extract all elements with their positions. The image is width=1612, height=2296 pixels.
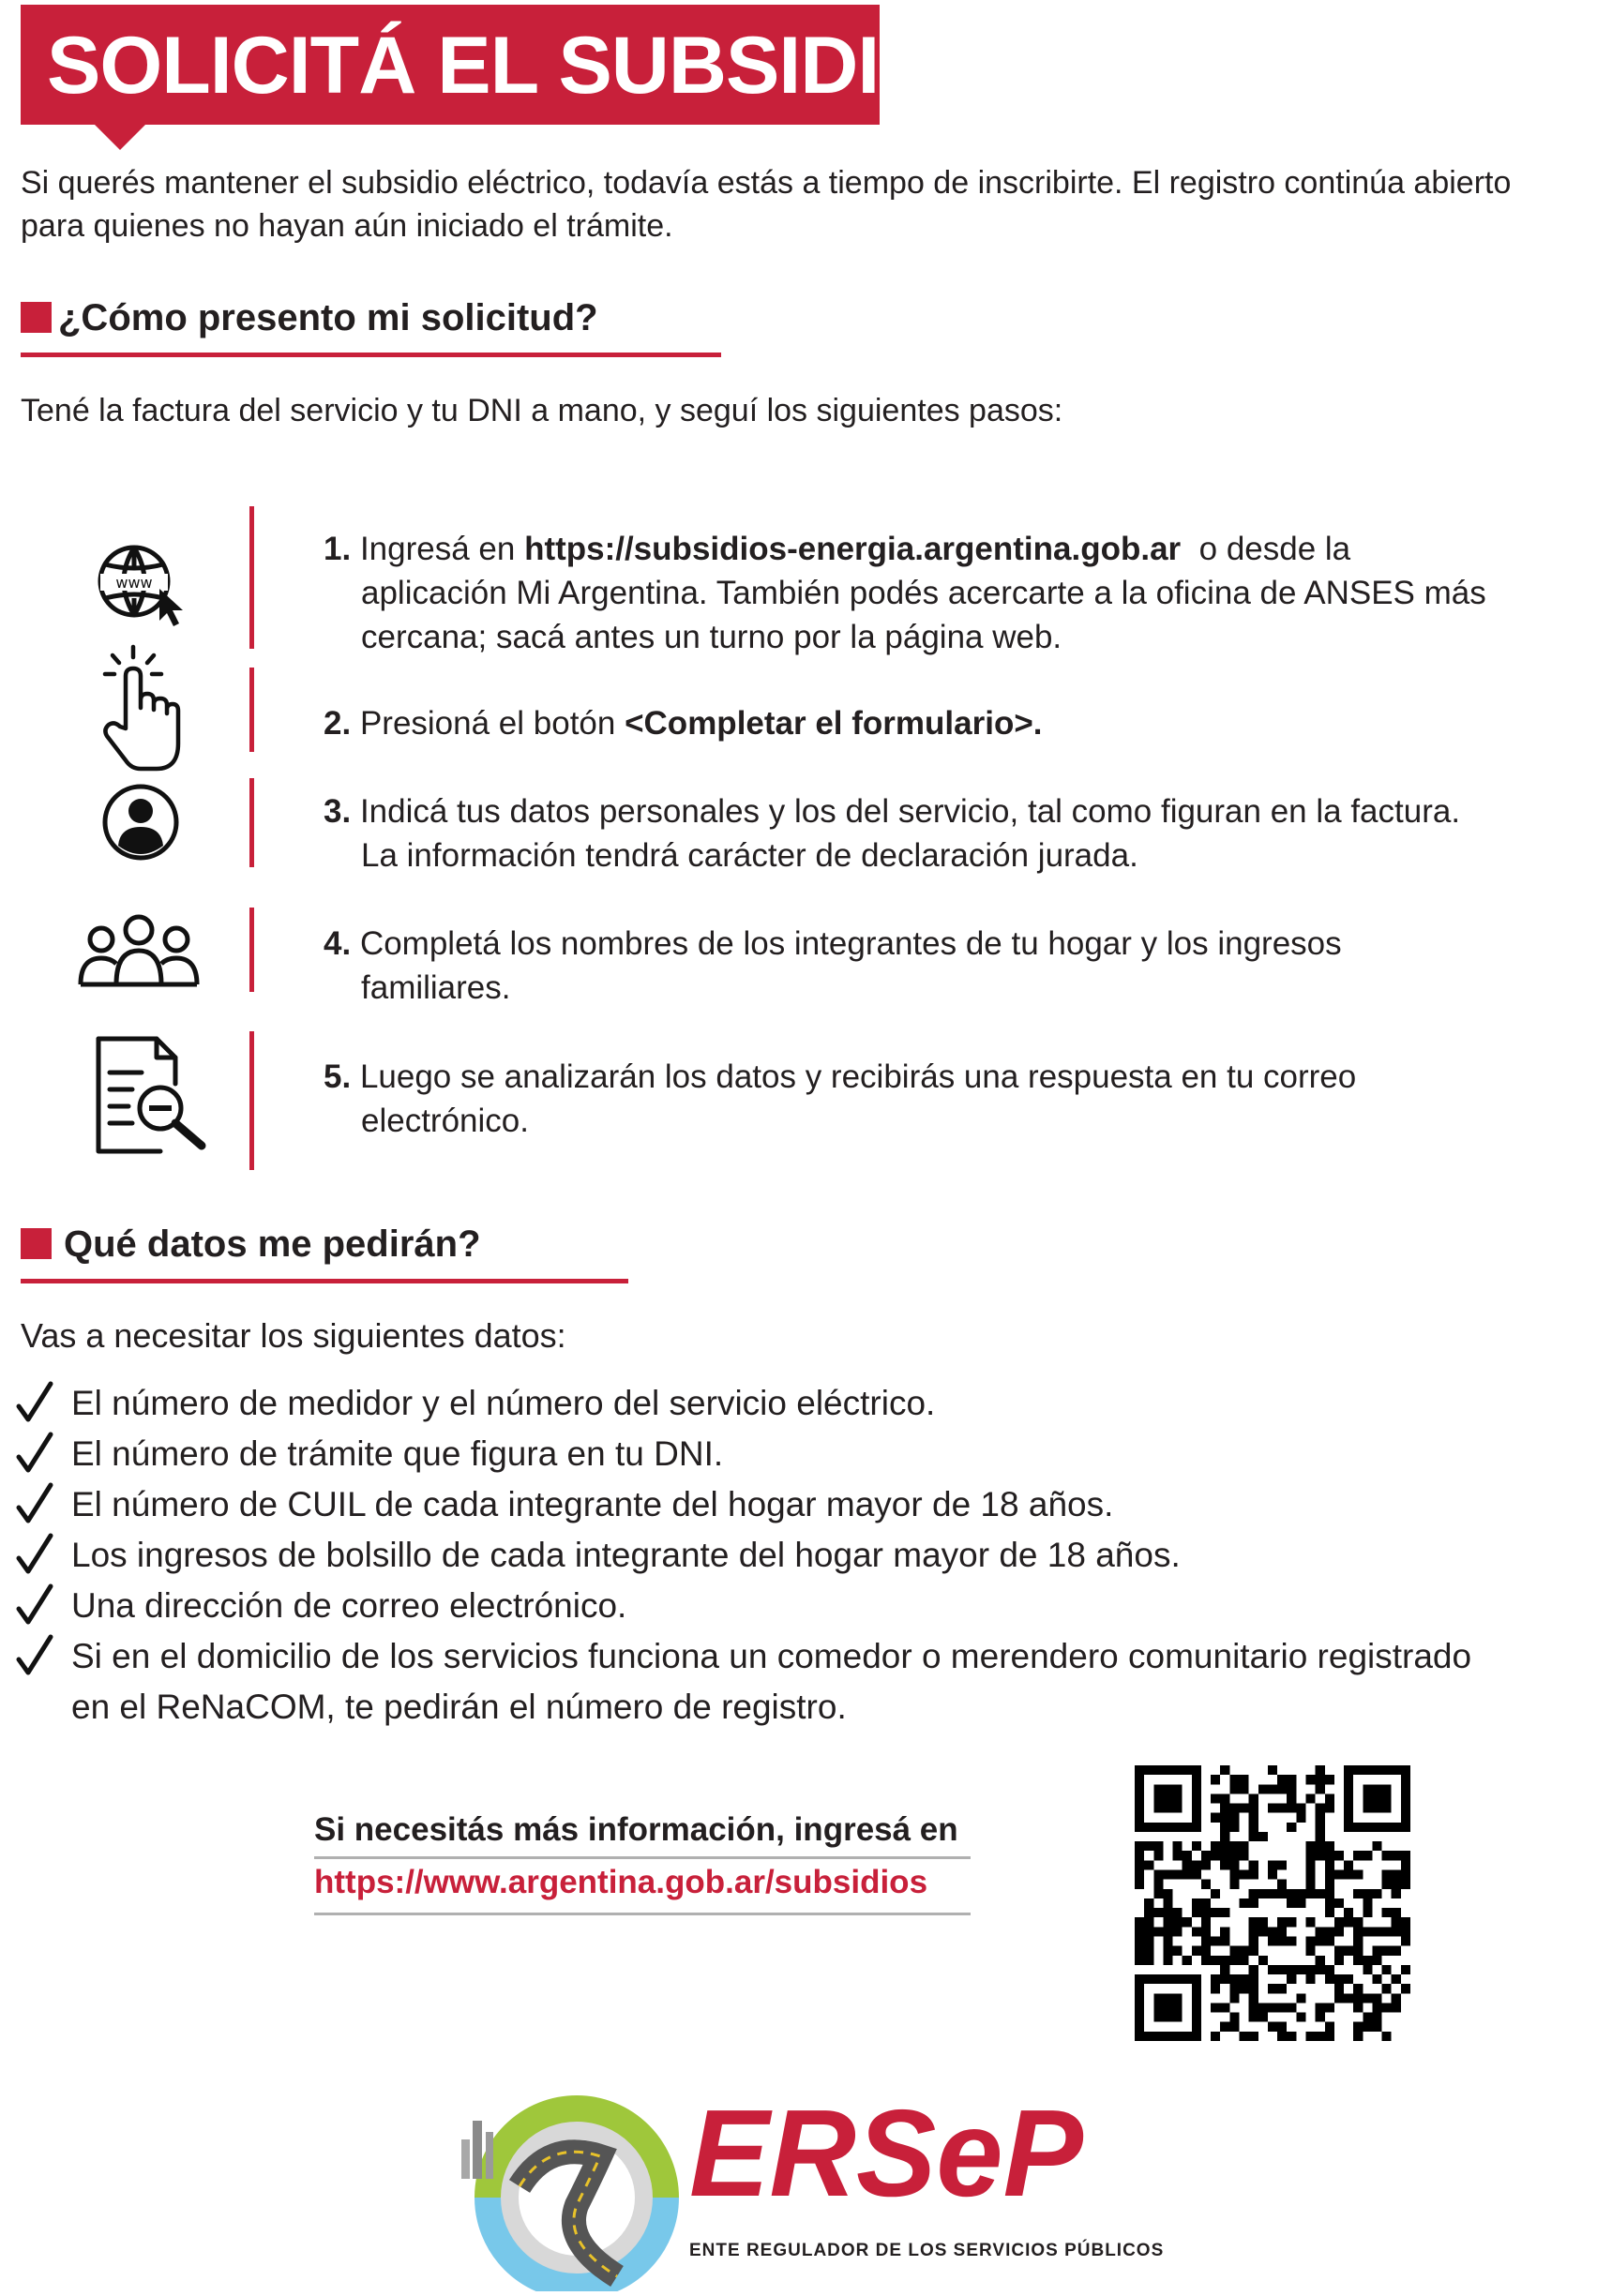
step-number: 3.	[324, 793, 352, 830]
step-text: Ingresá en	[359, 531, 516, 567]
user-circle-icon	[77, 757, 208, 888]
info-divider	[314, 1856, 971, 1859]
section-underline	[21, 353, 721, 357]
step-text: electrónico.	[361, 1103, 529, 1139]
title-banner-pointer	[94, 124, 146, 150]
checkmark-icon	[13, 1378, 71, 1429]
svg-text:www: www	[115, 574, 153, 592]
svg-text:ERSeP: ERSeP	[689, 2091, 1084, 2213]
ersep-logo-wordmark	[689, 2091, 1092, 2213]
step-text: aplicación Mi Argentina. También podés acercarte a la oficina de ANSES más	[361, 575, 1486, 611]
checkmark-icon	[13, 1479, 71, 1530]
group-icon	[73, 891, 204, 1022]
list-item	[13, 1378, 1589, 1429]
list-item	[13, 1530, 1589, 1581]
list-item-text: Una dirección de correo electrónico.	[71, 1586, 627, 1625]
www-globe-icon	[70, 516, 202, 647]
step-text: cercana; sacá antes un turno por la página web.	[361, 619, 1062, 655]
section-marker	[21, 302, 52, 333]
checkmark-icon	[13, 1581, 71, 1631]
list-item-text: El número de CUIL de cada integrante del hogar mayor de 18 años.	[71, 1485, 1114, 1523]
more-info-link[interactable]: https://www.argentina.gob.ar/subsidios	[314, 1864, 928, 1900]
document-search-icon	[89, 1031, 220, 1163]
step-3	[324, 789, 1543, 878]
step-text: Indicá tus datos personales y los del servicio, tal como figuran en la factura.	[359, 793, 1461, 830]
section-underline	[21, 1279, 628, 1283]
step-bold-text: <Completar el formulario>.	[625, 705, 1043, 742]
step-number: 1.	[324, 531, 352, 567]
step-1	[324, 527, 1543, 659]
step-divider	[249, 1031, 254, 1170]
intro-paragraph: Si querés mantener el subsidio eléctrico, todavía estás a tiempo de inscribirte. El registro continúa abierto para quienes no hayan aún iniciado el trámite.	[21, 165, 1512, 244]
list-item	[13, 1631, 1589, 1733]
step-5	[324, 1055, 1543, 1143]
step-divider	[249, 908, 254, 992]
step-number: 5.	[324, 1058, 352, 1095]
required-data-list	[13, 1378, 1589, 1733]
ersep-logo-subtitle: ENTE REGULADOR DE LOS SERVICIOS PÚBLICOS	[689, 2241, 1165, 2260]
tap-hand-icon	[77, 642, 208, 773]
section-title-how: ¿Cómo presento mi solicitud?	[58, 297, 598, 338]
step-divider	[249, 668, 254, 752]
checkmark-icon	[13, 1429, 71, 1479]
info-divider	[314, 1913, 971, 1915]
section-marker	[21, 1228, 52, 1259]
step-text: Presioná el botón	[359, 705, 616, 742]
qr-code[interactable]	[1135, 1765, 1410, 2041]
list-item-text: Si en el domicilio de los servicios funciona un comedor o merendero comunitario registrado en el ReNaCOM, te pedirán el número de registro.	[71, 1637, 1472, 1726]
step-text: o desde la	[1198, 531, 1351, 567]
list-item-text: El número de trámite que figura en tu DNI.	[71, 1434, 724, 1473]
step-text: La información tendrá carácter de declaración jurada.	[361, 837, 1138, 874]
checkmark-icon	[13, 1631, 71, 1682]
step-divider	[249, 778, 254, 867]
list-item	[13, 1479, 1589, 1530]
step-number: 2.	[324, 705, 352, 742]
list-item-text: Los ingresos de bolsillo de cada integrante del hogar mayor de 18 años.	[71, 1536, 1181, 1574]
step-text: familiares.	[361, 969, 511, 1006]
list-item	[13, 1429, 1589, 1479]
step-text: Completá los nombres de los integrantes de tu hogar y los ingresos	[359, 925, 1342, 962]
step-2	[324, 701, 1543, 745]
checkmark-icon	[13, 1530, 71, 1581]
list-item-text: El número de medidor y el número del servicio eléctrico.	[71, 1384, 936, 1422]
section-lead: Tené la factura del servicio y tu DNI a mano, y seguí los siguientes pasos:	[21, 393, 1063, 428]
step-number: 4.	[324, 925, 352, 962]
section-title-data: Qué datos me pedirán?	[64, 1223, 481, 1265]
step-divider	[249, 506, 254, 649]
list-item	[13, 1581, 1589, 1631]
subsidios-link[interactable]: https://subsidios-energia.argentina.gob.ar	[524, 531, 1182, 567]
page-title: SOLICITÁ EL SUBSIDIO	[47, 21, 942, 111]
section-lead: Vas a necesitar los siguientes datos:	[21, 1316, 566, 1355]
step-4	[324, 922, 1543, 1010]
step-text: Luego se analizarán los datos y recibirás una respuesta en tu correo	[359, 1058, 1357, 1095]
ersep-logo-mark	[459, 2083, 685, 2291]
more-info-text: Si necesitás más información, ingresá en	[314, 1811, 958, 1848]
